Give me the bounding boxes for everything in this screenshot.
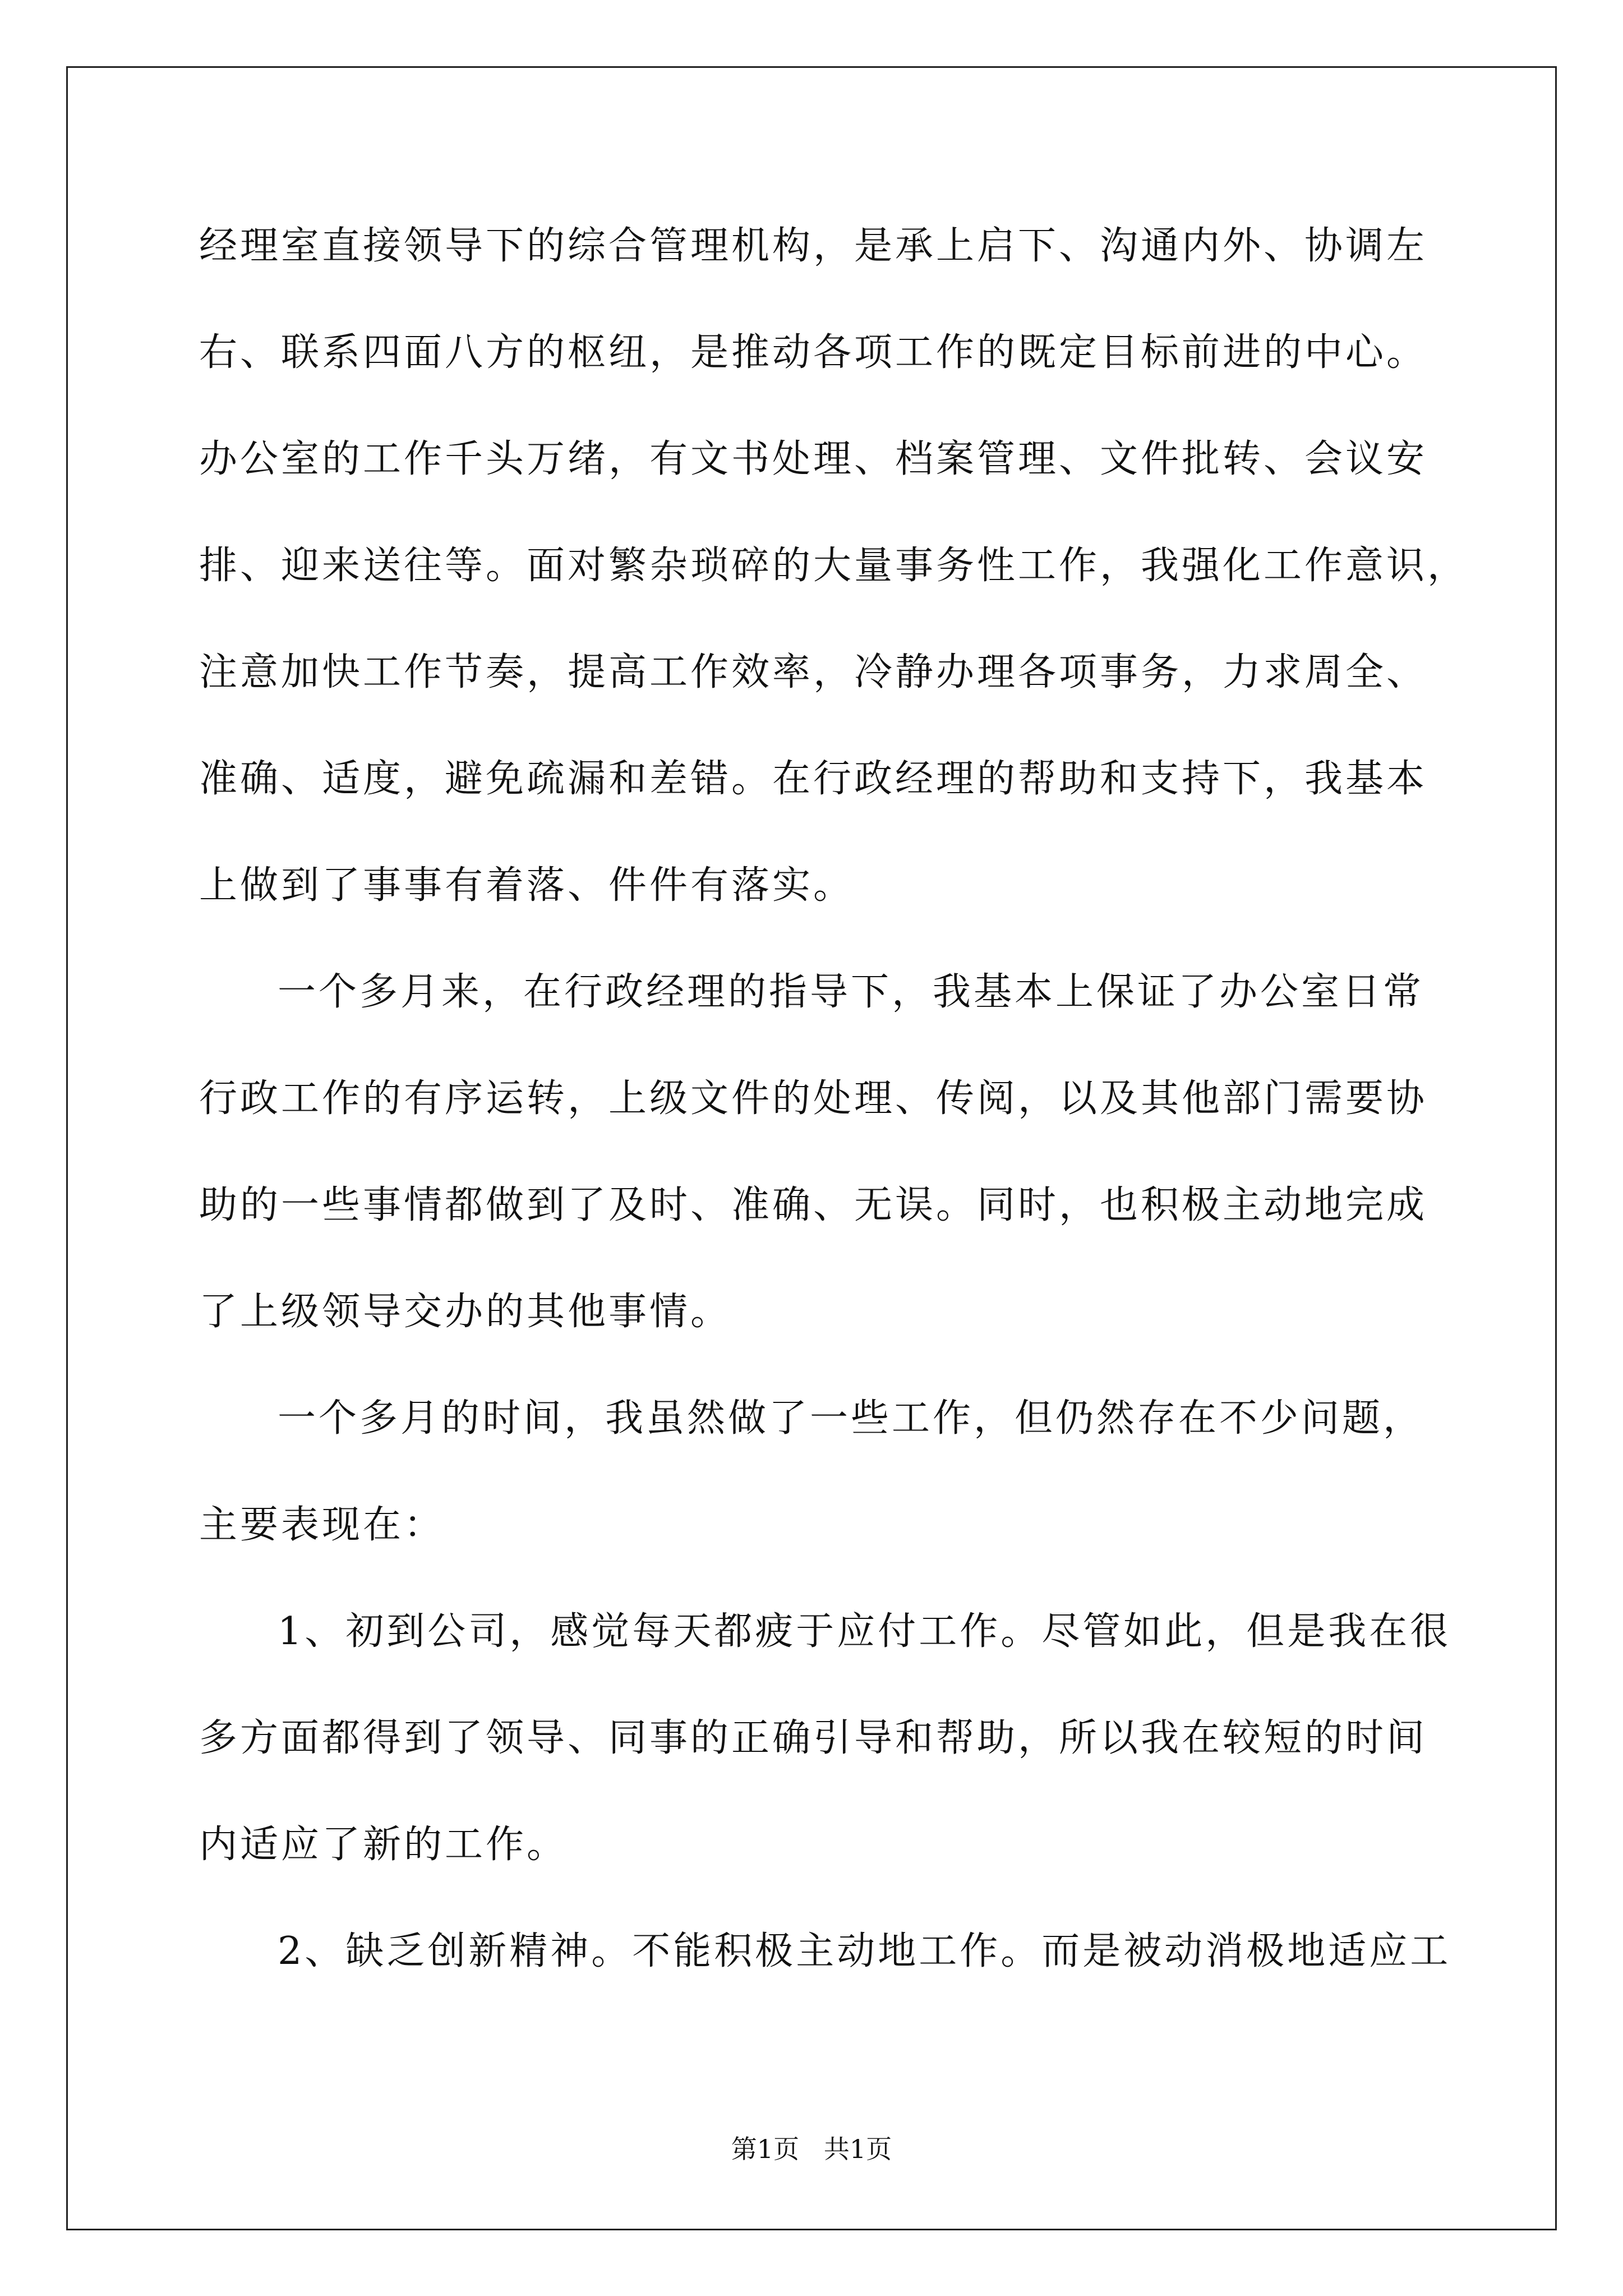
text-line: 了上级领导交办的其他事情。 xyxy=(199,1290,732,1334)
text-line: 一个多月的时间，我虽然做了一些工作，但仍然存在不少问题， xyxy=(278,1396,1424,1441)
text-line: 行政工作的有序运转，上级文件的处理、传阅，以及其他部门需要协 xyxy=(199,1076,1428,1121)
page-border xyxy=(66,66,1557,2230)
text-line: 1、初到公司，感觉每天都疲于应付工作。尽管如此，但是我在很 xyxy=(278,1609,1451,1654)
text-line: 右、联系四面八方的枢纽，是推动各项工作的既定目标前进的中心。 xyxy=(199,330,1428,375)
page-number: 第1页 共1页 xyxy=(731,2134,892,2164)
text-line: 一个多月来，在行政经理的指导下，我基本上保证了办公室日常 xyxy=(278,970,1424,1014)
text-line: 排、迎来送往等。面对繁杂琐碎的大量事务性工作，我强化工作意识， xyxy=(199,544,1469,588)
text-line: 主要表现在： xyxy=(199,1503,445,1547)
text-line: 经理室直接领导下的综合管理机构，是承上启下、沟通内外、协调左 xyxy=(199,224,1428,268)
text-line: 上做到了事事有着落、件件有落实。 xyxy=(199,863,855,908)
text-line: 多方面都得到了领导、同事的正确引导和帮助，所以我在较短的时间 xyxy=(199,1716,1428,1760)
text-line: 内适应了新的工作。 xyxy=(199,1823,568,1867)
text-line: 准确、适度，避免疏漏和差错。在行政经理的帮助和支持下，我基本 xyxy=(199,757,1428,801)
text-line: 办公室的工作千头万绪，有文书处理、档案管理、文件批转、会议安 xyxy=(199,437,1428,481)
text-line: 注意加快工作节奏，提高工作效率，冷静办理各项事务，力求周全、 xyxy=(199,650,1428,694)
text-line: 助的一些事情都做到了及时、准确、无误。同时，也积极主动地完成 xyxy=(199,1183,1428,1227)
text-line: 2、缺乏创新精神。不能积极主动地工作。而是被动消极地适应工 xyxy=(278,1929,1451,1973)
